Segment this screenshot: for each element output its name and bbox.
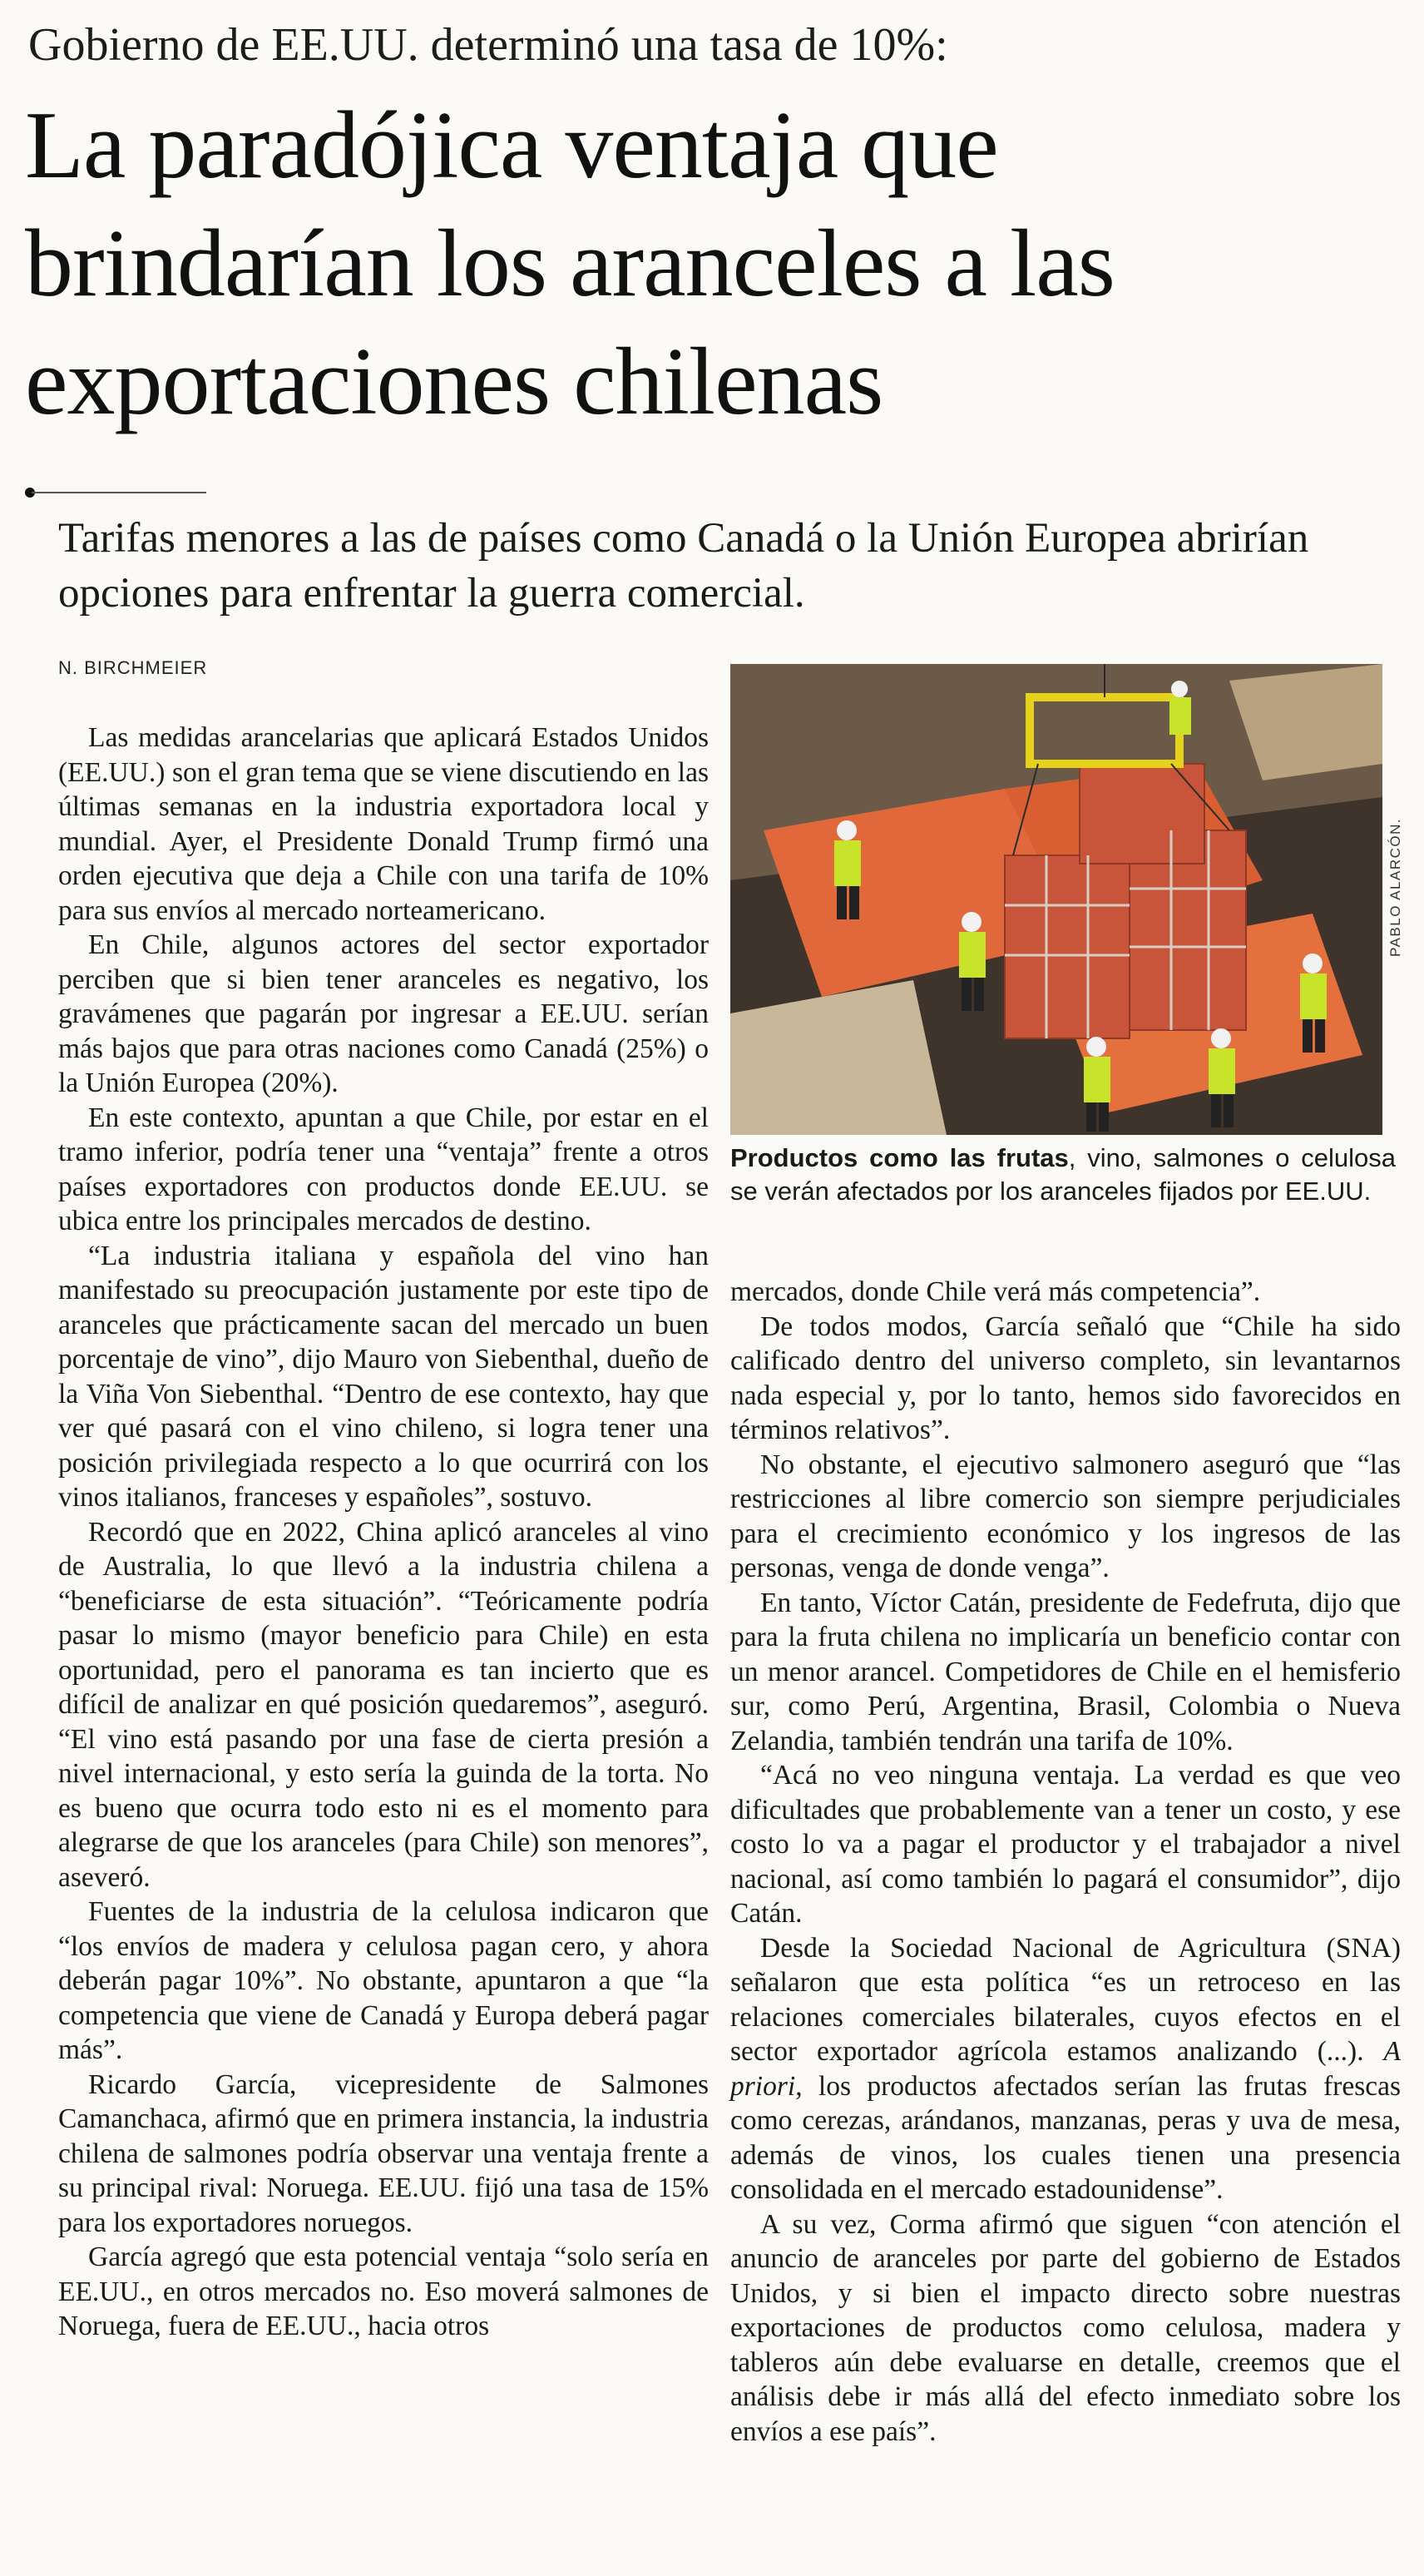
article-photo bbox=[730, 664, 1382, 1135]
body-text: , los productos afectados serían las frutas frescas como cerezas, arándanos, manzanas, peras y uva de mesa, además de vinos, los cuales tienen una presencia consolidada en el mercado estadounidense”. bbox=[730, 2070, 1401, 2205]
body-paragraph: Fuentes de la industria de la celulosa indicaron que “los envíos de madera y celulosa pagan cero, y ahora deberán pagar 10%”. No obstante, apuntaron a que “la competencia que viene de Canadá y Europa deberá pagar más”. bbox=[58, 1896, 709, 2065]
article-byline: N. BIRCHMEIER bbox=[58, 657, 208, 678]
body-paragraph: No obstante, el ejecutivo salmonero aseguró que “las restricciones al libre comercio son siempre perjudiciales para el crecimiento económico y los ingresos de las personas, venga de donde venga”. bbox=[730, 1449, 1401, 1583]
body-paragraph: A su vez, Corma afirmó que siguen “con atención el anuncio de aranceles por parte del gobierno de Estados Unidos, y si bien el impacto directo sobre nuestras exportaciones de productos como celulosa, madera y tableros aún debe evaluarse en detalle, creemos que el análisis debe ir más allá del efecto inmediato sobre los envíos a ese país”. bbox=[730, 2208, 1401, 2447]
body-paragraph: García agregó que esta potencial ventaja “solo sería en EE.UU., en otros mercados no. Eso moverá salmones de Noruega, fuera de EE.UU., hacia otros bbox=[58, 2242, 709, 2341]
body-paragraph: En tanto, Víctor Catán, presidente de Fedefruta, dijo que para la fruta chilena no implicaría un beneficio contar con un menor arancel. Competidores de Chile en el hemisferio sur, como Perú, Argentina, Brasil, Colombia o Nueva Zelandia, también tendrán una tarifa de 10%. bbox=[730, 1587, 1401, 1756]
body-paragraph: En Chile, algunos actores del sector exportador perciben que si bien tener aranceles es negativo, los gravámenes que pagarán por ingresar a EE.UU. serían más bajos que para otras naciones como Canadá (25%) o la Unión Europea (20%). bbox=[58, 929, 709, 1098]
body-paragraph: En este contexto, apuntan a que Chile, por estar en el tramo inferior, podría tener una “ventaja” frente a otros países exportadores con productos donde EE.UU. se ubica entre los principales mercados de destino. bbox=[58, 1102, 709, 1236]
article-body-left-column bbox=[58, 721, 709, 2344]
article-body-right-column bbox=[730, 1275, 1401, 2449]
body-paragraph: Ricardo García, vicepresidente de Salmones Camanchaca, afirmó que en primera instancia, la industria chilena de salmones podría observar una ventaja frente a su principal rival: Noruega. EE.UU. fijó una tasa de 15% para los exportadores noruegos. bbox=[58, 2068, 709, 2238]
photo-credit: PABLO ALARCÓN. bbox=[1387, 817, 1403, 957]
body-paragraph: “Acá no veo ninguna ventaja. La verdad es que veo dificultades que probablemente van a tener un costo, y ese costo lo va a pagar el productor y el trabajador a nivel nacional, así como también lo pagará el consumidor”, dijo Catán. bbox=[730, 1760, 1401, 1929]
caption-text: , vino, salmones o celulosa se verán afectados por los aranceles fijados por EE.UU. bbox=[730, 1143, 1397, 1206]
body-paragraph: Las medidas arancelarias que aplicará Estados Unidos (EE.UU.) son el gran tema que se viene discutiendo en las últimas semanas en la industria exportadora local y mundial. Ayer, el Presidente Donald Trump firmó una orden ejecutiva que deja a Chile con una tarifa de 10% para sus envíos al mercado norteamericano. bbox=[58, 722, 709, 926]
article-headline: La paradójica ventaja que brindarían los aranceles a las exportaciones chilenas bbox=[25, 92, 1115, 435]
divider-line bbox=[32, 492, 206, 493]
deck-bullet-divider bbox=[25, 486, 208, 499]
body-paragraph: De todos modos, García señaló que “Chile ha sido calificado dentro del universo completo, sin levantarnos nada especial y, por lo tanto, hemos sido favorecidos en términos relativos”. bbox=[730, 1310, 1401, 1445]
body-paragraph: “La industria italiana y española del vino han manifestado su preocupación justamente por este tipo de aranceles que prácticamente sacan del mercado un buen porcentaje de vino”, dijo Mauro von Siebenthal, dueño de la Viña Von Siebenthal. “Dentro de ese contexto, hay que ver qué pasará con el vino chileno, si logra tener una posición privilegiada respecto a lo que ocurrirá con los vinos italianos, franceses y españoles”, sostuvo. bbox=[58, 1240, 709, 1513]
body-text: Desde la Sociedad Nacional de Agricultura (SNA) señalaron que esta política “es un retroceso en las relaciones comerciales bilaterales, cuyos efectos en el sector exportador agrícola estamos analizando (...). bbox=[730, 1932, 1401, 2067]
article-kicker: Gobierno de EE.UU. determinó una tasa de 10%: bbox=[28, 19, 948, 71]
caption-lead: Productos como las frutas bbox=[730, 1143, 1069, 1172]
body-paragraph: mercados, donde Chile verá más competencia”. bbox=[730, 1276, 1261, 1307]
body-paragraph: Recordó que en 2022, China aplicó aranceles al vino de Australia, lo que llevó a la industria chilena a “beneficiarse de esta situación”. “Teóricamente podría pasar lo mismo (mayor beneficio para Chile) en esta oportunidad, pero el panorama es tan incierto que es difícil de analizar en qué posición quedaremos”, aseguró. “El vino está pasando por una fase de cierta presión a nivel internacional, y esto sería la guinda de la torta. No es bueno que ocurra todo esto ni es el momento para alegrarse de que los aranceles (para Chile) son menores”, aseveró. bbox=[58, 1516, 709, 1893]
photo-caption bbox=[730, 1142, 1396, 1208]
italic-phrase: A priori bbox=[730, 2036, 1401, 2102]
body-paragraph bbox=[730, 1931, 1401, 2207]
article-deck: Tarifas menores a las de países como Canadá o la Unión Europea abrirían opciones para enfrentar la guerra comercial. bbox=[58, 515, 1309, 617]
port-cargo-illustration bbox=[730, 664, 1382, 1135]
